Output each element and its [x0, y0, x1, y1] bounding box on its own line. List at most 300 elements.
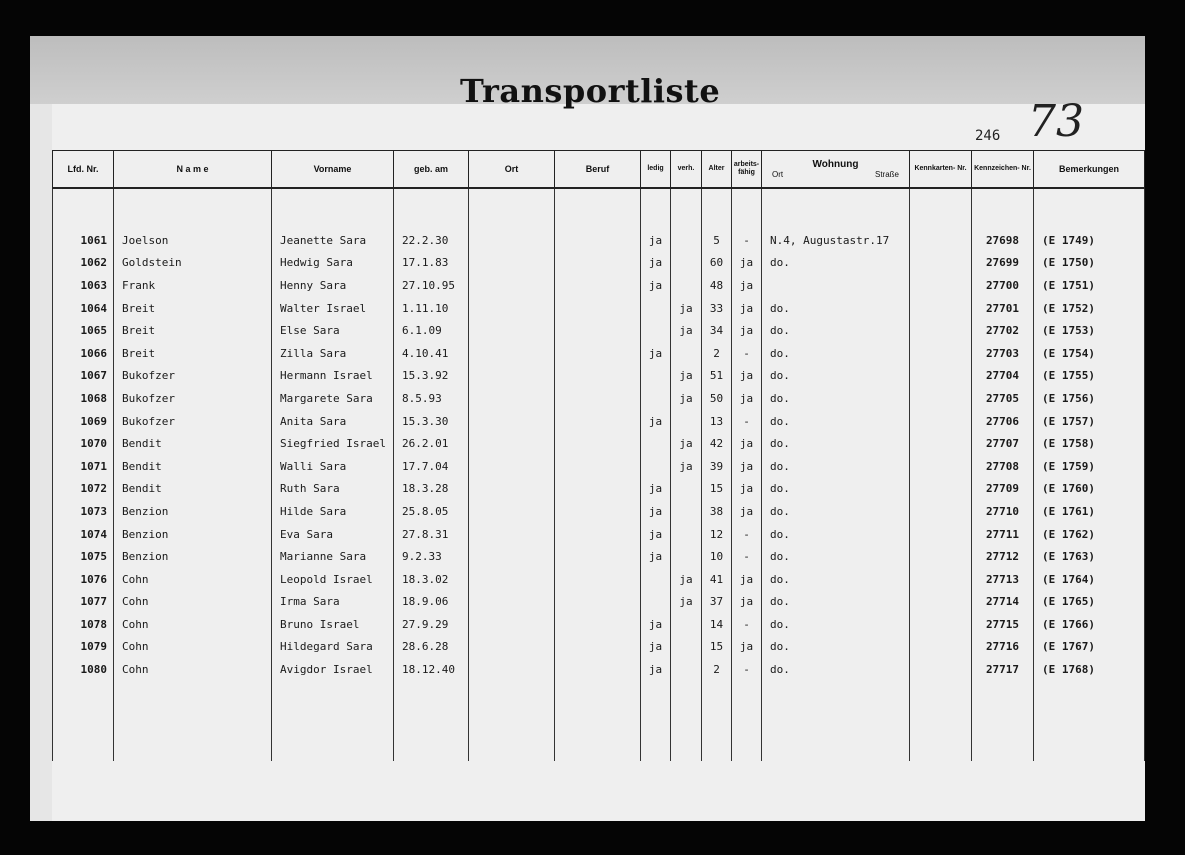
cell-kennzeichen: 27708: [972, 455, 1034, 478]
cell-ort: [469, 613, 555, 636]
cell-nr: 1079: [53, 636, 114, 659]
cell-name: Bendit: [114, 478, 272, 501]
cell-verh: [671, 636, 702, 659]
cell-alter: 60: [702, 252, 732, 275]
cell-geb: 27.8.31: [394, 523, 469, 546]
cell-kennkarten: [910, 365, 972, 388]
cell-kennzeichen: 27705: [972, 387, 1034, 410]
cell-wohnung: do.: [762, 342, 910, 365]
cell-kennkarten: [910, 478, 972, 501]
cell-geb: 26.2.01: [394, 432, 469, 455]
header-ort: Ort: [469, 151, 555, 189]
cell-kennkarten: [910, 500, 972, 523]
cell-ort: [469, 478, 555, 501]
cell-wohnung: do.: [762, 658, 910, 681]
cell-beruf: [555, 613, 641, 636]
cell-kennkarten: [910, 229, 972, 252]
cell-name: Bendit: [114, 455, 272, 478]
cell-verh: [671, 229, 702, 252]
cell-bemerkungen: (E 1754): [1034, 342, 1145, 365]
header-wohnung-ort: Ort: [772, 170, 784, 180]
cell-kennzeichen: 27711: [972, 523, 1034, 546]
header-geb: geb. am: [394, 151, 469, 189]
cell-kennzeichen: 27701: [972, 297, 1034, 320]
table-body: [53, 188, 1145, 761]
table-row: [53, 365, 1145, 388]
cell-ort: [469, 365, 555, 388]
cell-kennzeichen: 27707: [972, 432, 1034, 455]
cell-bemerkungen: (E 1768): [1034, 658, 1145, 681]
cell-name: Frank: [114, 274, 272, 297]
cell-alter: 38: [702, 500, 732, 523]
cell-ledig: [641, 432, 671, 455]
cell-geb: 17.1.83: [394, 252, 469, 275]
cell-ledig: ja: [641, 500, 671, 523]
spacer-row: [53, 188, 1145, 229]
cell-arbeitsfaehig: ja: [732, 365, 762, 388]
table-row: [53, 613, 1145, 636]
cell-alter: 39: [702, 455, 732, 478]
cell-arbeitsfaehig: ja: [732, 252, 762, 275]
cell-ort: [469, 591, 555, 614]
cell-vorname: Hilde Sara: [272, 500, 394, 523]
cell-verh: [671, 274, 702, 297]
cell-vorname: Zilla Sara: [272, 342, 394, 365]
cell-verh: ja: [671, 387, 702, 410]
table-row: [53, 432, 1145, 455]
cell-kennzeichen: 27706: [972, 410, 1034, 433]
cell-beruf: [555, 545, 641, 568]
cell-bemerkungen: (E 1759): [1034, 455, 1145, 478]
cell-alter: 12: [702, 523, 732, 546]
cell-vorname: Leopold Israel: [272, 568, 394, 591]
cell-ort: [469, 342, 555, 365]
table-row: [53, 478, 1145, 501]
cell-name: Bendit: [114, 432, 272, 455]
cell-kennzeichen: 27698: [972, 229, 1034, 252]
cell-geb: 15.3.92: [394, 365, 469, 388]
cell-nr: 1080: [53, 658, 114, 681]
cell-vorname: Hildegard Sara: [272, 636, 394, 659]
cell-ledig: ja: [641, 523, 671, 546]
cell-alter: 2: [702, 658, 732, 681]
cell-kennkarten: [910, 568, 972, 591]
cell-kennzeichen: 27709: [972, 478, 1034, 501]
cell-kennkarten: [910, 342, 972, 365]
cell-ledig: [641, 319, 671, 342]
cell-bemerkungen: (E 1757): [1034, 410, 1145, 433]
cell-verh: ja: [671, 319, 702, 342]
cell-bemerkungen: (E 1766): [1034, 613, 1145, 636]
document-title: Transportliste: [460, 72, 721, 110]
cell-nr: 1067: [53, 365, 114, 388]
cell-name: Bukofzer: [114, 410, 272, 433]
cell-nr: 1075: [53, 545, 114, 568]
cell-alter: 51: [702, 365, 732, 388]
cell-bemerkungen: (E 1749): [1034, 229, 1145, 252]
cell-ort: [469, 274, 555, 297]
cell-beruf: [555, 478, 641, 501]
cell-alter: 41: [702, 568, 732, 591]
cell-alter: 14: [702, 613, 732, 636]
cell-verh: ja: [671, 455, 702, 478]
cell-geb: 18.3.02: [394, 568, 469, 591]
cell-nr: 1070: [53, 432, 114, 455]
cell-beruf: [555, 274, 641, 297]
cell-geb: 9.2.33: [394, 545, 469, 568]
cell-arbeitsfaehig: ja: [732, 387, 762, 410]
cell-beruf: [555, 568, 641, 591]
cell-bemerkungen: (E 1760): [1034, 478, 1145, 501]
cell-alter: 33: [702, 297, 732, 320]
header-verh: verh.: [671, 151, 702, 189]
cell-beruf: [555, 500, 641, 523]
cell-wohnung: do.: [762, 387, 910, 410]
sheet-number: 73: [1028, 96, 1084, 147]
cell-nr: 1064: [53, 297, 114, 320]
cell-ledig: ja: [641, 229, 671, 252]
cell-nr: 1066: [53, 342, 114, 365]
cell-name: Joelson: [114, 229, 272, 252]
cell-wohnung: do.: [762, 545, 910, 568]
cell-name: Breit: [114, 297, 272, 320]
cell-verh: ja: [671, 432, 702, 455]
cell-bemerkungen: (E 1764): [1034, 568, 1145, 591]
header-lfd: Lfd. Nr.: [53, 151, 114, 189]
cell-wohnung: do.: [762, 523, 910, 546]
cell-nr: 1069: [53, 410, 114, 433]
cell-vorname: Irma Sara: [272, 591, 394, 614]
cell-beruf: [555, 297, 641, 320]
cell-ledig: ja: [641, 613, 671, 636]
cell-beruf: [555, 365, 641, 388]
cell-ledig: [641, 365, 671, 388]
cell-geb: 6.1.09: [394, 319, 469, 342]
cell-arbeitsfaehig: ja: [732, 636, 762, 659]
cell-kennkarten: [910, 410, 972, 433]
cell-bemerkungen: (E 1751): [1034, 274, 1145, 297]
cell-ort: [469, 523, 555, 546]
cell-verh: [671, 252, 702, 275]
cell-wohnung: do.: [762, 365, 910, 388]
cell-arbeitsfaehig: -: [732, 342, 762, 365]
cell-vorname: Avigdor Israel: [272, 658, 394, 681]
header-kennkarten: Kennkarten- Nr.: [910, 151, 972, 189]
cell-vorname: Anita Sara: [272, 410, 394, 433]
header-row: [53, 151, 1145, 189]
page-number: 246: [975, 128, 1001, 144]
cell-verh: [671, 500, 702, 523]
header-ledig: ledig: [641, 151, 671, 189]
cell-alter: 42: [702, 432, 732, 455]
cell-verh: ja: [671, 365, 702, 388]
cell-bemerkungen: (E 1761): [1034, 500, 1145, 523]
cell-wohnung: do.: [762, 432, 910, 455]
header-name: N a m e: [114, 151, 272, 189]
cell-ledig: ja: [641, 545, 671, 568]
cell-nr: 1078: [53, 613, 114, 636]
cell-arbeitsfaehig: ja: [732, 591, 762, 614]
cell-beruf: [555, 342, 641, 365]
cell-kennzeichen: 27699: [972, 252, 1034, 275]
table-row: [53, 297, 1145, 320]
cell-name: Bukofzer: [114, 365, 272, 388]
cell-nr: 1062: [53, 252, 114, 275]
cell-bemerkungen: (E 1753): [1034, 319, 1145, 342]
cell-bemerkungen: (E 1756): [1034, 387, 1145, 410]
cell-ledig: [641, 387, 671, 410]
table-row: [53, 387, 1145, 410]
cell-ort: [469, 432, 555, 455]
table-row: [53, 252, 1145, 275]
cell-ledig: [641, 591, 671, 614]
cell-beruf: [555, 523, 641, 546]
cell-nr: 1063: [53, 274, 114, 297]
cell-ledig: [641, 455, 671, 478]
cell-name: Cohn: [114, 613, 272, 636]
cell-wohnung: do.: [762, 455, 910, 478]
cell-vorname: Jeanette Sara: [272, 229, 394, 252]
cell-ort: [469, 658, 555, 681]
cell-geb: 27.9.29: [394, 613, 469, 636]
cell-kennzeichen: 27710: [972, 500, 1034, 523]
cell-vorname: Walli Sara: [272, 455, 394, 478]
cell-ort: [469, 500, 555, 523]
cell-ort: [469, 568, 555, 591]
table-row: [53, 591, 1145, 614]
cell-bemerkungen: (E 1765): [1034, 591, 1145, 614]
table-row: [53, 455, 1145, 478]
cell-geb: 15.3.30: [394, 410, 469, 433]
cell-ort: [469, 387, 555, 410]
cell-kennkarten: [910, 455, 972, 478]
cell-kennkarten: [910, 636, 972, 659]
cell-geb: 25.8.05: [394, 500, 469, 523]
cell-nr: 1072: [53, 478, 114, 501]
header-wohnung: [762, 151, 910, 189]
cell-bemerkungen: (E 1767): [1034, 636, 1145, 659]
cell-wohnung: do.: [762, 591, 910, 614]
header-wohnung-label: Wohnung: [812, 158, 859, 170]
cell-beruf: [555, 591, 641, 614]
cell-geb: 1.11.10: [394, 297, 469, 320]
cell-arbeitsfaehig: ja: [732, 568, 762, 591]
cell-arbeitsfaehig: -: [732, 545, 762, 568]
cell-name: Cohn: [114, 568, 272, 591]
cell-wohnung: do.: [762, 613, 910, 636]
cell-alter: 48: [702, 274, 732, 297]
cell-kennkarten: [910, 319, 972, 342]
cell-wohnung: do.: [762, 319, 910, 342]
cell-wohnung: do.: [762, 568, 910, 591]
cell-alter: 34: [702, 319, 732, 342]
cell-name: Benzion: [114, 500, 272, 523]
cell-wohnung: N.4, Augustastr.17: [762, 229, 910, 252]
cell-arbeitsfaehig: -: [732, 658, 762, 681]
header-bemerkungen: Bemerkungen: [1034, 151, 1145, 189]
cell-beruf: [555, 432, 641, 455]
cell-kennzeichen: 27700: [972, 274, 1034, 297]
cell-name: Benzion: [114, 523, 272, 546]
cell-vorname: Ruth Sara: [272, 478, 394, 501]
cell-arbeitsfaehig: -: [732, 613, 762, 636]
cell-arbeitsfaehig: ja: [732, 432, 762, 455]
cell-verh: ja: [671, 568, 702, 591]
cell-ort: [469, 545, 555, 568]
cell-verh: [671, 658, 702, 681]
cell-nr: 1073: [53, 500, 114, 523]
cell-name: Cohn: [114, 591, 272, 614]
header-alter: Alter: [702, 151, 732, 189]
table-row: [53, 500, 1145, 523]
cell-arbeitsfaehig: -: [732, 410, 762, 433]
table-row: [53, 319, 1145, 342]
cell-verh: [671, 613, 702, 636]
cell-kennkarten: [910, 545, 972, 568]
cell-kennzeichen: 27714: [972, 591, 1034, 614]
table-row: [53, 523, 1145, 546]
cell-ledig: ja: [641, 478, 671, 501]
cell-wohnung: do.: [762, 410, 910, 433]
cell-beruf: [555, 455, 641, 478]
cell-ort: [469, 636, 555, 659]
transport-table: [52, 150, 1145, 761]
cell-arbeitsfaehig: ja: [732, 297, 762, 320]
table-row: [53, 274, 1145, 297]
cell-geb: 22.2.30: [394, 229, 469, 252]
table-row: [53, 636, 1145, 659]
cell-kennkarten: [910, 523, 972, 546]
cell-alter: 2: [702, 342, 732, 365]
cell-verh: [671, 478, 702, 501]
cell-ort: [469, 229, 555, 252]
cell-ledig: ja: [641, 274, 671, 297]
cell-geb: 18.12.40: [394, 658, 469, 681]
cell-name: Bukofzer: [114, 387, 272, 410]
cell-vorname: Hedwig Sara: [272, 252, 394, 275]
cell-arbeitsfaehig: -: [732, 229, 762, 252]
table-row: [53, 229, 1145, 252]
cell-ledig: [641, 568, 671, 591]
header-wohnung-strasse: Straße: [874, 170, 899, 180]
header-kennzeichen: Kennzeichen- Nr.: [972, 151, 1034, 189]
cell-beruf: [555, 319, 641, 342]
cell-wohnung: do.: [762, 500, 910, 523]
cell-bemerkungen: (E 1752): [1034, 297, 1145, 320]
cell-kennzeichen: 27713: [972, 568, 1034, 591]
cell-vorname: Henny Sara: [272, 274, 394, 297]
cell-verh: [671, 342, 702, 365]
cell-geb: 18.3.28: [394, 478, 469, 501]
cell-kennzeichen: 27702: [972, 319, 1034, 342]
cell-alter: 13: [702, 410, 732, 433]
cell-arbeitsfaehig: ja: [732, 274, 762, 297]
cell-ledig: ja: [641, 252, 671, 275]
cell-vorname: Margarete Sara: [272, 387, 394, 410]
cell-arbeitsfaehig: ja: [732, 455, 762, 478]
cell-kennkarten: [910, 252, 972, 275]
cell-name: Goldstein: [114, 252, 272, 275]
cell-nr: 1074: [53, 523, 114, 546]
table-row: [53, 545, 1145, 568]
header-vorname: Vorname: [272, 151, 394, 189]
cell-kennzeichen: 27716: [972, 636, 1034, 659]
cell-wohnung: do.: [762, 297, 910, 320]
cell-beruf: [555, 410, 641, 433]
cell-name: Cohn: [114, 658, 272, 681]
cell-vorname: Hermann Israel: [272, 365, 394, 388]
cell-nr: 1061: [53, 229, 114, 252]
cell-wohnung: [762, 274, 910, 297]
cell-kennkarten: [910, 591, 972, 614]
cell-wohnung: do.: [762, 478, 910, 501]
cell-ledig: [641, 297, 671, 320]
cell-nr: 1068: [53, 387, 114, 410]
cell-kennkarten: [910, 658, 972, 681]
cell-kennzeichen: 27712: [972, 545, 1034, 568]
cell-alter: 5: [702, 229, 732, 252]
cell-bemerkungen: (E 1762): [1034, 523, 1145, 546]
header-beruf: Beruf: [555, 151, 641, 189]
cell-verh: ja: [671, 591, 702, 614]
table-row: [53, 568, 1145, 591]
cell-bemerkungen: (E 1758): [1034, 432, 1145, 455]
cell-alter: 37: [702, 591, 732, 614]
cell-alter: 15: [702, 636, 732, 659]
cell-kennzeichen: 27703: [972, 342, 1034, 365]
cell-kennkarten: [910, 613, 972, 636]
cell-vorname: Siegfried Israel: [272, 432, 394, 455]
cell-kennkarten: [910, 274, 972, 297]
cell-alter: 50: [702, 387, 732, 410]
cell-wohnung: do.: [762, 636, 910, 659]
cell-beruf: [555, 658, 641, 681]
header-arbeitsfaehig: arbeits- fähig: [732, 151, 762, 189]
table-row: [53, 658, 1145, 681]
cell-ledig: ja: [641, 410, 671, 433]
cell-arbeitsfaehig: ja: [732, 319, 762, 342]
cell-ort: [469, 252, 555, 275]
cell-kennzeichen: 27717: [972, 658, 1034, 681]
header-wohnung-sub: [762, 170, 909, 179]
cell-nr: 1077: [53, 591, 114, 614]
cell-alter: 10: [702, 545, 732, 568]
cell-verh: [671, 523, 702, 546]
cell-ort: [469, 319, 555, 342]
cell-name: Benzion: [114, 545, 272, 568]
cell-nr: 1076: [53, 568, 114, 591]
cell-kennkarten: [910, 387, 972, 410]
cell-arbeitsfaehig: ja: [732, 500, 762, 523]
table-row: [53, 410, 1145, 433]
cell-vorname: Bruno Israel: [272, 613, 394, 636]
cell-geb: 17.7.04: [394, 455, 469, 478]
cell-alter: 15: [702, 478, 732, 501]
cell-geb: 28.6.28: [394, 636, 469, 659]
cell-ledig: ja: [641, 636, 671, 659]
cell-ort: [469, 297, 555, 320]
cell-ort: [469, 410, 555, 433]
cell-beruf: [555, 387, 641, 410]
cell-verh: ja: [671, 297, 702, 320]
cell-bemerkungen: (E 1763): [1034, 545, 1145, 568]
table-row: [53, 342, 1145, 365]
cell-name: Breit: [114, 342, 272, 365]
cell-geb: 4.10.41: [394, 342, 469, 365]
cell-ledig: ja: [641, 658, 671, 681]
cell-kennkarten: [910, 297, 972, 320]
cell-name: Cohn: [114, 636, 272, 659]
